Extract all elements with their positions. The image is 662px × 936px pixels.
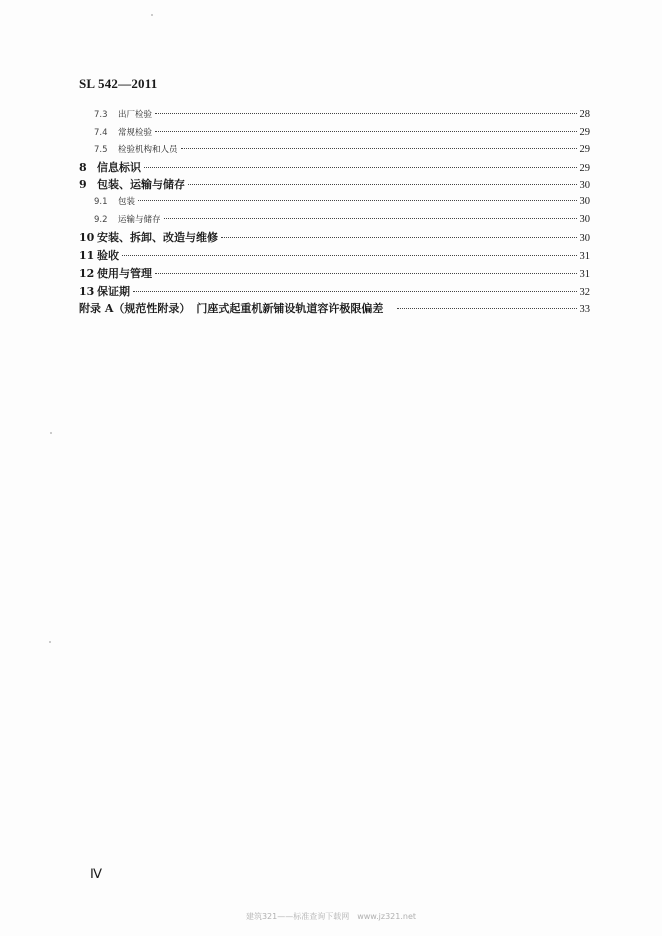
- toc-title: 保证期: [97, 285, 130, 298]
- scan-speck: [151, 14, 153, 16]
- toc-number: 12: [79, 267, 95, 280]
- dot-leader: [164, 218, 577, 219]
- toc-number: 11: [79, 249, 95, 262]
- dot-leader: [155, 131, 576, 132]
- toc-number: 附录 A（规范性附录）: [79, 302, 191, 315]
- scan-speck: [50, 432, 52, 434]
- toc-page-number: 29: [579, 163, 590, 174]
- toc-entry-9-2[interactable]: [94, 213, 590, 225]
- dot-leader: [122, 255, 577, 256]
- watermark-text: 建筑321——标准查询下载网 www.jz321.net: [245, 912, 417, 921]
- toc-entry-7-3[interactable]: [94, 108, 590, 120]
- toc-number: 7.4: [94, 128, 108, 138]
- toc-number: 7.5: [94, 145, 108, 155]
- toc-page-number: 30: [579, 180, 590, 191]
- toc-title: 出厂检验: [118, 110, 153, 120]
- toc-page-number: 29: [579, 144, 590, 155]
- toc-title: 检验机构和人员: [118, 145, 178, 155]
- toc-page-number: 30: [579, 196, 590, 207]
- toc-page-number: 33: [579, 304, 590, 315]
- toc-number: 9.2: [94, 215, 108, 225]
- dot-leader: [144, 167, 577, 168]
- toc-entry-9-1[interactable]: [94, 195, 590, 207]
- toc-title: 验收: [97, 249, 119, 262]
- toc-entry-12[interactable]: [79, 265, 590, 281]
- toc-title: 安装、拆卸、改造与维修: [97, 231, 218, 244]
- dot-leader: [155, 273, 577, 274]
- toc-page-number: 32: [579, 287, 590, 298]
- toc-page-number: 30: [579, 214, 590, 225]
- dot-leader: [133, 291, 577, 292]
- dot-leader: [397, 308, 576, 309]
- toc-number: 9.1: [94, 197, 108, 207]
- toc-entry-13[interactable]: [79, 283, 590, 299]
- toc-page-number: 31: [579, 269, 590, 280]
- toc-entry-7-5[interactable]: [94, 143, 590, 155]
- toc-entry-7-4[interactable]: [94, 126, 590, 138]
- toc-entry-9[interactable]: [79, 176, 590, 192]
- toc-page-number: 28: [579, 109, 590, 120]
- toc-title: 常规检验: [118, 128, 153, 138]
- dot-leader: [155, 113, 576, 114]
- toc-entry-10[interactable]: [79, 229, 590, 245]
- toc-title: 门座式起重机新铺设轨道容许极限偏差: [196, 302, 384, 315]
- toc-entry-8[interactable]: [79, 159, 590, 175]
- toc-title: 包装: [118, 197, 136, 207]
- scan-speck: [49, 641, 51, 643]
- toc-page-number: 30: [579, 233, 590, 244]
- toc-number: 10: [79, 231, 95, 244]
- toc-page-number: 31: [579, 251, 590, 262]
- toc-entry-11[interactable]: [79, 247, 590, 263]
- toc-number: 9: [79, 178, 87, 191]
- page-number-footer: Ⅳ: [90, 866, 102, 881]
- toc-number: 7.3: [94, 110, 108, 120]
- toc-number: 13: [79, 285, 95, 298]
- dot-leader: [138, 200, 576, 201]
- standard-code-header: SL 542—2011: [79, 76, 158, 91]
- dot-leader: [188, 184, 577, 185]
- dot-leader: [221, 237, 577, 238]
- dot-leader: [181, 148, 577, 149]
- toc-entry-appendix-a[interactable]: [79, 300, 590, 316]
- toc-title: 使用与管理: [97, 267, 152, 280]
- toc-title: 信息标识: [97, 161, 141, 174]
- toc-number: 8: [79, 161, 87, 174]
- toc-title: 包装、运输与储存: [97, 178, 185, 191]
- toc-page-number: 29: [579, 127, 590, 138]
- toc-title: 运输与储存: [118, 215, 161, 225]
